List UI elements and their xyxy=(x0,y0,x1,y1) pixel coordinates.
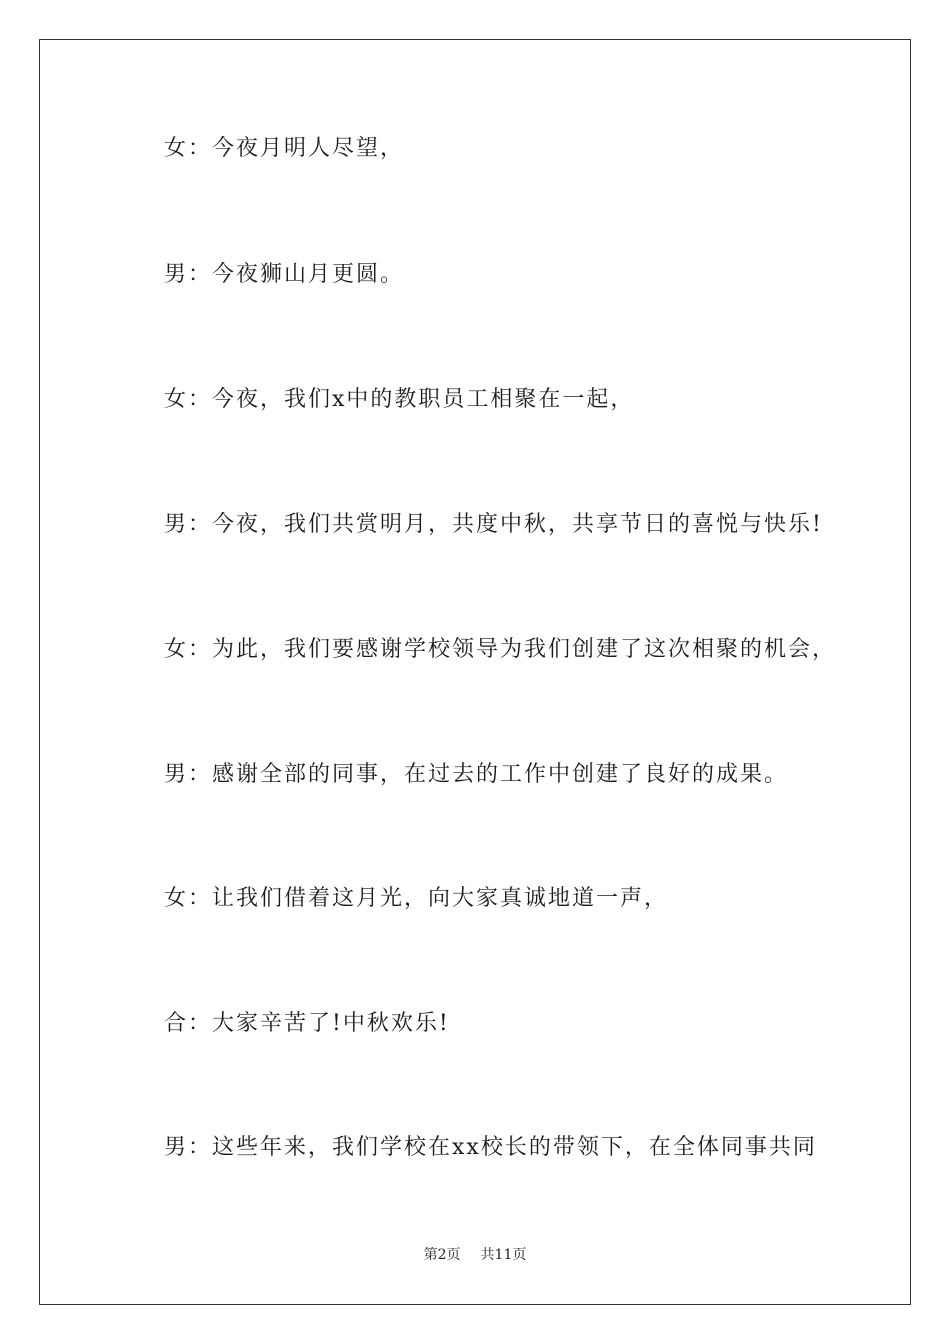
dialogue-line: 男：今夜狮山月更圆。 xyxy=(164,262,405,287)
dialogue-line: 合：大家辛苦了!中秋欢乐! xyxy=(164,1011,450,1036)
dialogue-line: 女：为此，我们要感谢学校领导为我们创建了这次相聚的机会， xyxy=(164,637,837,662)
page-border xyxy=(39,39,911,1305)
dialogue-line: 女：今夜，我们x中的教职员工相聚在一起， xyxy=(164,387,635,412)
page-number: 第2页 xyxy=(423,1247,461,1263)
page-footer xyxy=(0,1246,950,1264)
dialogue-line: 女：让我们借着这月光，向大家真诚地道一声， xyxy=(164,886,669,911)
total-pages: 共11页 xyxy=(480,1247,527,1263)
dialogue-line: 女：今夜月明人尽望， xyxy=(164,136,405,161)
dialogue-line: 男：这些年来，我们学校在xx校长的带领下，在全体同事共同 xyxy=(164,1135,817,1160)
dialogue-line: 男：感谢全部的同事，在过去的工作中创建了良好的成果。 xyxy=(164,762,789,787)
dialogue-line: 男：今夜，我们共赏明月，共度中秋，共享节日的喜悦与快乐! xyxy=(164,512,823,537)
